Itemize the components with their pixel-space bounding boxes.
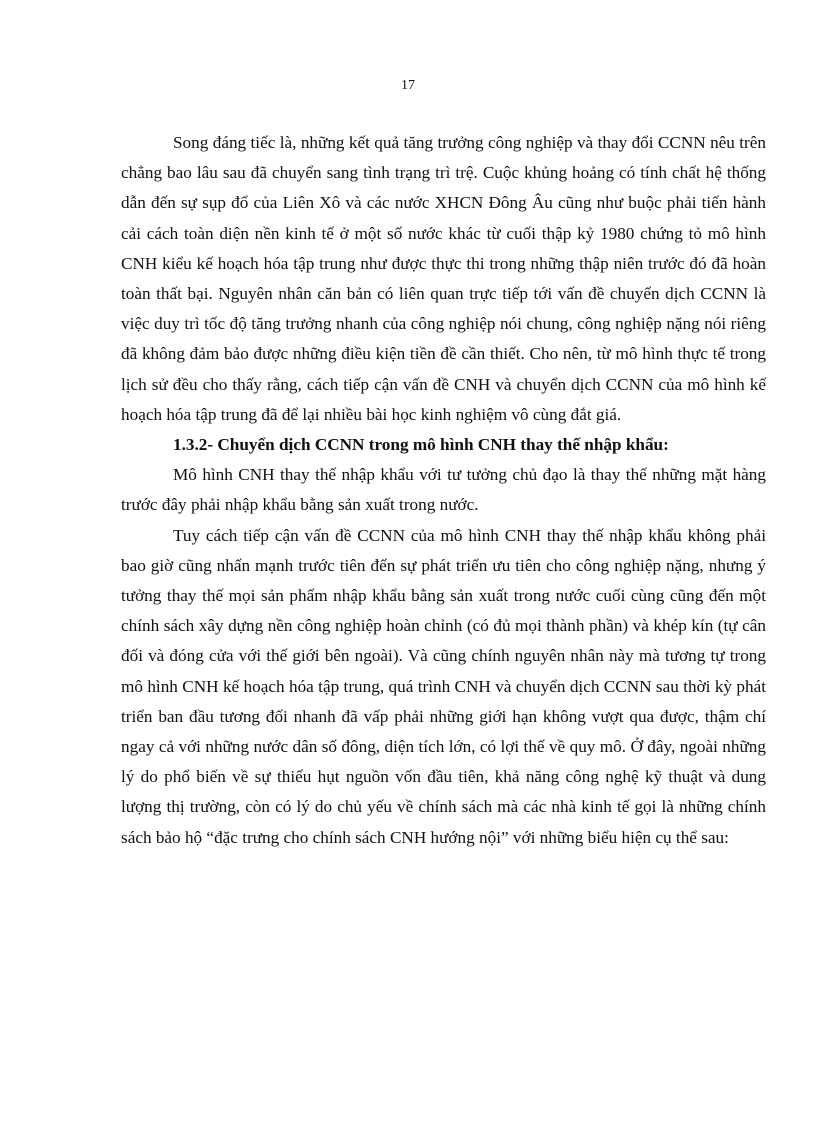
page-number: 17 xyxy=(401,78,415,93)
paragraph-stagnation: Song đáng tiếc là, những kết quả tăng trưởng công nghiệp và thay đổi CCNN nêu trên chẳng bao lâu sau đã chuyển sang tình trạng trì trệ. Cuộc khủng hoảng có tính chất hệ thống dẫn đến sự sụp đổ của Liên Xô và các nước XHCN Đông Âu cũng như buộc phải tiến hành cải cách toàn diện nền kinh tế ở một số nước khác từ cuối thập kỷ 1980 chứng tỏ mô hình CNH kiểu kế hoạch hóa tập trung như được thực thi trong những thập niên trước đó đã hoàn toàn thất bại. Nguyên nhân căn bản có liên quan trực tiếp tới vấn đề chuyển dịch CCNN là việc duy trì tốc độ tăng trưởng nhanh của công nghiệp nói chung, công nghiệp nặng nói riêng đã không đảm bảo được những điều kiện tiền đề cần thiết. Cho nên, từ mô hình thực tế trong lịch sử đều cho thấy rằng, cách tiếp cận vấn đề CNH và chuyển dịch CCNN của mô hình kế hoạch hóa tập trung đã để lại nhiều bài học kinh nghiệm vô cùng đắt giá. xyxy=(121,133,766,424)
section-heading-1-3-2: 1.3.2- Chuyển dịch CCNN trong mô hình CNH thay thế nhập khẩu: xyxy=(173,435,669,455)
paragraph-import-substitution-intro: Mô hình CNH thay thế nhập khẩu với tư tưởng chủ đạo là thay thế những mặt hàng trước đây phải nhập khẩu bằng sản xuất trong nước. xyxy=(121,465,766,515)
document-body xyxy=(121,128,766,853)
paragraph-import-substitution-analysis: Tuy cách tiếp cận vấn đề CCNN của mô hình CNH thay thế nhập khẩu không phải bao giờ cũng nhấn mạnh trước tiên đến sự phát triển ưu tiên cho công nghiệp nặng, nhưng ý tưởng thay thế mọi sản phẩm nhập khẩu bằng sản xuất trong nước cuối cùng cũng đến một chính sách xây dựng nền công nghiệp hoàn chỉnh (có đủ mọi thành phần) và khép kín (tự cân đối và đóng cửa với thế giới bên ngoài). Và cũng chính nguyên nhân này mà tương tự trong mô hình CNH kế hoạch hóa tập trung, quá trình CNH và chuyển dịch CCNN sau thời kỳ phát triển ban đầu tương đối nhanh đã vấp phải những giới hạn không vượt qua được, thậm chí ngay cả với những nước dân số đông, diện tích lớn, có lợi thế về quy mô. Ở đây, ngoài những lý do phổ biến về sự thiếu hụt nguồn vốn đầu tiên, khả năng công nghệ kỹ thuật và dung lượng thị trường, còn có lý do chủ yếu về chính sách mà các nhà kinh tế gọi là những chính sách bảo hộ “đặc trưng cho chính sách CNH hướng nội” với những biểu hiện cụ thể sau: xyxy=(121,525,766,847)
